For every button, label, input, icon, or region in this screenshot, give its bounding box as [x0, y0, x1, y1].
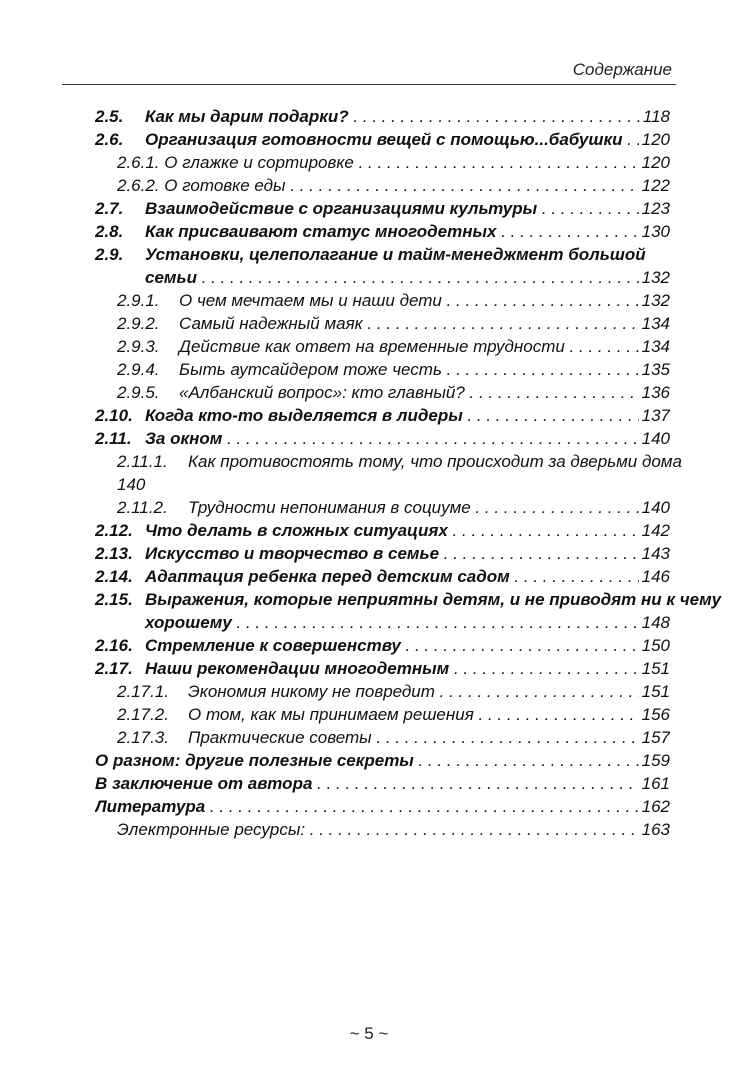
toc-entry-number: 2.17.3. — [117, 728, 169, 747]
toc-entry[interactable] — [95, 220, 670, 243]
toc-entry[interactable] — [95, 703, 670, 726]
toc-entry-title: Как мы дарим подарки? . . . — [145, 107, 670, 126]
toc-entry[interactable] — [95, 496, 670, 519]
toc-entry-page: 120 — [639, 151, 670, 174]
toc-entry-title: Как противостоять тому, что происходит за дверьми дома — [188, 452, 682, 471]
toc-entry-continuation[interactable] — [95, 611, 670, 634]
toc-entry-number: 2.10. — [95, 406, 133, 425]
toc-entry-page: 142 — [639, 519, 670, 542]
toc-entry-number: 2.9.4. — [117, 360, 160, 379]
toc-entry-title: Выражения, которые неприятны детям, и не приводят ни к чему — [145, 590, 722, 609]
toc-entry-title: О том, как мы принимаем решения . . . — [188, 705, 670, 724]
toc-entry-number: 2.14. — [95, 567, 133, 586]
toc-entry[interactable] — [95, 312, 670, 335]
toc-entry[interactable] — [95, 358, 670, 381]
toc-entry-page: 120 — [639, 128, 670, 151]
toc-entry-page: 132 — [639, 289, 670, 312]
toc-entry-title: Наши рекомендации многодетным . . . — [145, 659, 670, 678]
toc-entry-first-line[interactable] — [95, 588, 722, 611]
toc-entry[interactable] — [95, 427, 670, 450]
toc-entry-page: 162 — [639, 795, 670, 818]
toc-entry-first-line[interactable] — [95, 450, 682, 473]
toc-entry[interactable] — [95, 128, 670, 151]
toc-entry-number: 2.16. — [95, 636, 133, 655]
toc-entry-number: 2.9.5. — [117, 383, 160, 402]
toc-entry-page: 143 — [639, 542, 670, 565]
toc-entry-title — [117, 153, 670, 172]
toc-entry[interactable] — [95, 680, 670, 703]
toc-entry-page: 134 — [639, 335, 670, 358]
toc-entry-page: 148 — [639, 611, 670, 634]
toc-entry-page: 135 — [639, 358, 670, 381]
toc-entry-number: 2.8. — [95, 222, 124, 241]
toc-entry-number: 2.9.3. — [117, 337, 160, 356]
toc-entry-title: Самый надежный маяк . . . — [179, 314, 670, 333]
toc-entry-title: В заключение от автора . . . — [95, 774, 670, 793]
toc-entry-title: Что делать в сложных ситуациях . . . — [145, 521, 670, 540]
toc-entry-page: 157 — [639, 726, 670, 749]
toc-entry-title: Как присваивают статус многодетных . . . — [145, 222, 670, 241]
toc-entry-number: 2.11.2. — [117, 498, 168, 517]
toc-entry-page: 159 — [639, 749, 670, 772]
toc-entry-number: 2.13. — [95, 544, 133, 563]
toc-entry[interactable] — [95, 105, 670, 128]
header-rule — [62, 84, 676, 85]
toc-entry[interactable] — [95, 795, 670, 818]
toc-entry-number: 2.6.1. — [117, 153, 160, 172]
toc-entry-number: 2.9.1. — [117, 291, 160, 310]
toc-entry-title: Когда кто-то выделяется в лидеры . . . — [145, 406, 670, 425]
toc-entry-number: 2.5. — [95, 107, 124, 126]
toc-entry-title: «Албанский вопрос»: кто главный? . . . — [179, 383, 670, 402]
toc-entry-title: За окном . . . — [145, 429, 670, 448]
toc-entry-title: О разном: другие полезные секреты . . . — [95, 751, 670, 770]
toc-entry[interactable] — [95, 197, 670, 220]
toc-entry-title: Стремление к совершенству . . . — [145, 636, 670, 655]
toc-entry-number: 2.17.1. — [117, 682, 169, 701]
toc-entry-title-continued: хорошему . . . — [145, 613, 670, 632]
toc-entry-title: Экономия никому не повредит . . . — [188, 682, 670, 701]
table-of-contents — [95, 105, 722, 841]
toc-entry-page: 118 — [640, 105, 670, 128]
toc-entry-number: 2.7. — [95, 199, 124, 218]
toc-entry[interactable] — [95, 565, 670, 588]
toc-entry-title: Практические советы . . . — [188, 728, 670, 747]
toc-entry-number: 2.11. — [95, 429, 132, 448]
toc-entry-title: Литература . . . — [95, 797, 670, 816]
toc-entry-title: Электронные ресурсы: . . . — [117, 820, 670, 839]
toc-entry-title: Искусство и творчество в семье . . . — [145, 544, 670, 563]
toc-entry-title: О чем мечтаем мы и наши дети . . . — [179, 291, 670, 310]
toc-entry-page: 140 — [639, 496, 670, 519]
toc-entry-number: 2.6. — [95, 130, 124, 149]
toc-entry-number: 2.17.2. — [117, 705, 169, 724]
toc-entry[interactable] — [95, 542, 670, 565]
toc-entry-page: 132 — [639, 266, 670, 289]
toc-entry-number: 2.17. — [95, 659, 133, 678]
toc-entry[interactable] — [95, 657, 670, 680]
toc-entry[interactable] — [95, 726, 670, 749]
toc-entry-page: 150 — [639, 634, 670, 657]
toc-entry-title: Быть аутсайдером тоже честь . . . — [179, 360, 670, 379]
running-header: Содержание — [572, 60, 672, 79]
toc-entry-title: Трудности непонимания в социуме . . . — [188, 498, 670, 517]
toc-entry-title: Установки, целеполагание и тайм-менеджмент большой — [145, 245, 646, 264]
toc-entry-page: 161 — [639, 772, 670, 795]
toc-entry-page: 146 — [639, 565, 670, 588]
toc-entry[interactable] — [95, 634, 670, 657]
toc-entry-page: 163 — [639, 818, 670, 841]
toc-entry-title — [117, 176, 670, 195]
toc-entry[interactable] — [95, 519, 670, 542]
toc-entry-continuation[interactable] — [95, 266, 670, 289]
toc-entry-number: 2.6.2. — [117, 176, 160, 195]
toc-entry-title: Организация готовности вещей с помощью...бабушки . . . — [145, 130, 670, 149]
toc-entry[interactable] — [95, 335, 670, 358]
toc-entry[interactable] — [95, 381, 670, 404]
toc-entry-number: 2.12. — [95, 521, 133, 540]
toc-entry-page: 137 — [639, 404, 670, 427]
toc-entry-title: Взаимодействие с организациями культуры . . . — [145, 199, 670, 218]
toc-entry-page: 134 — [639, 312, 670, 335]
toc-entry-number: 2.9.2. — [117, 314, 160, 333]
toc-entry-page: 122 — [639, 174, 670, 197]
toc-entry-page: 151 — [639, 657, 670, 680]
toc-entry-number: 2.11.1. — [117, 452, 168, 471]
toc-entry-page: 151 — [639, 680, 670, 703]
toc-entry-page: 156 — [639, 703, 670, 726]
toc-entry-title: Действие как ответ на временные трудности . . . — [179, 337, 670, 356]
toc-entry-title: Адаптация ребенка перед детским садом . . . — [145, 567, 670, 586]
toc-entry-title-continued: семьи . . . — [145, 268, 670, 287]
toc-entry-number: 2.15. — [95, 590, 133, 609]
toc-entry[interactable] — [95, 151, 670, 174]
toc-entry-number: 2.9. — [95, 245, 124, 264]
page-number: ~ 5 ~ — [349, 1024, 389, 1043]
toc-entry[interactable] — [95, 749, 670, 772]
toc-entry-overflow-page: 140 — [117, 475, 146, 494]
toc-entry[interactable] — [95, 772, 670, 795]
toc-entry[interactable] — [95, 404, 670, 427]
toc-entry-page: 123 — [639, 197, 670, 220]
toc-entry-page: 140 — [639, 427, 670, 450]
toc-entry[interactable] — [95, 818, 670, 841]
toc-entry-first-line[interactable] — [95, 243, 670, 266]
toc-entry-title-text: О глажке и сортировке — [164, 153, 354, 172]
toc-entry-page: 130 — [639, 220, 670, 243]
toc-entry-title-text: О готовке еды — [164, 176, 286, 195]
toc-entry-page: 136 — [639, 381, 670, 404]
toc-entry[interactable] — [95, 174, 670, 197]
toc-entry[interactable] — [95, 289, 670, 312]
